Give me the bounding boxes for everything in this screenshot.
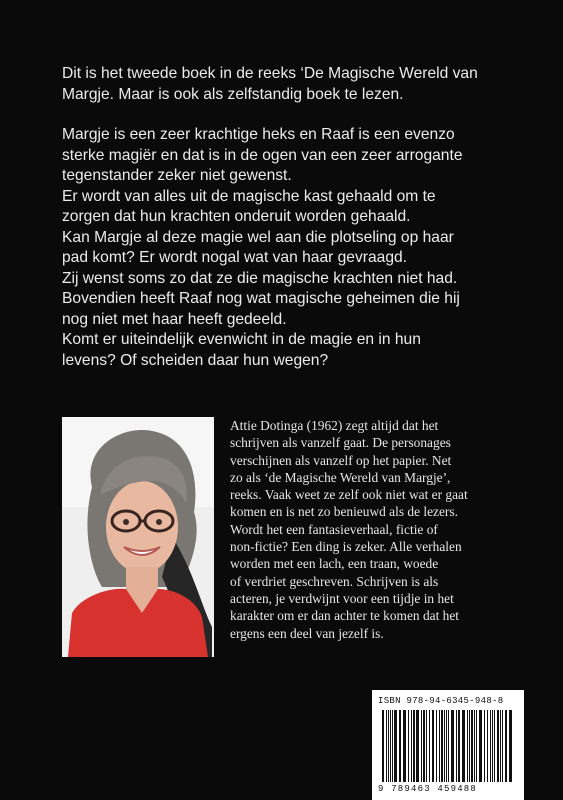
barcode-bar [411,710,412,782]
text-line: tegenstander zeker niet gewenst. [62,167,292,184]
barcode-bar [476,710,477,782]
barcode-bar [432,710,434,782]
blurb-paragraph-1 [62,64,522,105]
barcode-bar [399,710,401,782]
text-line: Zij wenst soms zo dat ze die magische krachten niet had. [62,269,458,287]
barcode-bar [416,710,419,782]
barcode-digits: 9 789463 459488 [378,784,478,794]
text-line: verschijnen als vanzelf op het papier. Net [230,452,452,468]
text-line: sterke magiër en dat is in de ogen van een zeer arrogante [62,146,463,164]
barcode-bar [458,710,460,782]
isbn-label: ISBN 978-94-6345-948-8 [378,696,504,706]
barcode-bar [390,710,391,782]
barcode-bar [502,710,503,782]
text-line: zorgen dat hun krachten onderuit worden gehaald. [62,208,411,225]
barcode-bar [448,710,449,782]
barcode-bar [408,710,409,782]
barcode-bar [479,710,482,782]
barcode-bar [492,710,493,782]
text-line: komen en is net zo benieuwd als de lezers. [230,504,458,520]
text-line: reeks. Vaak weet ze zelf ook niet wat er gaat [230,487,468,503]
author-photo [62,417,214,657]
text-line: non-fictie? Een ding is zeker. Alle verhalen [230,539,462,555]
author-portrait-illustration [62,417,214,657]
barcode-bar [382,710,384,782]
barcode-bar [497,710,499,782]
text-line: ergens een deel van jezelf is. [230,625,384,641]
barcode-bar [403,710,406,782]
barcode-bar [426,710,427,782]
text-line: Komt er uiteindelijk evenwicht in de magie en in hun [62,331,421,348]
barcode-bar [446,710,447,782]
barcode-bar [494,710,495,782]
barcode-bar [421,710,422,782]
text-line: Er wordt van alles uit de magische kast gehaald om te [62,187,436,205]
blurb-paragraph-2 [62,125,522,371]
text-line: worden met een lach, een traan, woede [230,556,439,572]
text-line: Margje is een zeer krachtige heks en Raaf is een evenzo [62,126,455,143]
barcode-bar [436,710,437,782]
barcode-bar [386,710,387,782]
text-line: Bovendien heeft Raaf nog wat magische geheimen die hij [62,290,460,307]
barcode-bar [439,710,440,782]
barcode-bar [392,710,393,782]
barcode-bar [394,710,397,782]
text-line: of verdriet geschreven. Schrijven is als [230,573,439,589]
barcode-bar [490,710,491,782]
barcode-bar [469,710,470,782]
barcode-bar [484,710,485,782]
text-line: acteren, je verdwijnt voor een tijdje in het [230,590,454,606]
barcode-bar [429,710,430,782]
text-line: karakter om er dan achter te komen dat het [230,608,460,624]
barcode-bar [467,710,468,782]
text-line: Margje. Maar is ook als zelfstandig boek te lezen. [62,85,404,103]
text-line: zo als ‘de Magische Wereld van Margje’, [230,469,451,485]
text-line: pad komt? Er wordt nogal wat van haar gevraagd. [62,249,407,266]
barcode-bar [441,710,443,782]
barcode-bar [462,710,465,782]
barcode-bars [380,710,516,782]
barcode-bar [509,710,512,782]
text-line: Kan Margje al deze magie wel aan die plotseling op haar [62,228,454,246]
barcode-bar [451,710,454,782]
barcode-bar [505,710,507,782]
blurb [62,64,522,391]
barcode-bar [456,710,457,782]
text-line: schrijven als vanzelf gaat. De personages [230,435,451,451]
text-line: Attie Dotinga (1962) zegt altijd dat het [230,418,439,433]
barcode-bar [444,710,445,782]
barcode-bar [487,710,488,782]
text-line: levens? Of scheiden daar hun wegen? [62,351,329,369]
barcode-bar [474,710,475,782]
text-line: nog niet met haar heeft gedeeld. [62,310,287,328]
barcode-bar [413,710,415,782]
author-bio [230,417,530,642]
barcode-bar [388,710,389,782]
barcode-bar [471,710,473,782]
text-line: Dit is het tweede boek in de reeks ‘De Magische Wereld van [62,65,478,82]
barcode-bar [500,710,501,782]
barcode-bar [423,710,425,782]
isbn-barcode [372,690,524,800]
text-line: Wordt het een fantasieverhaal, fictie of [230,521,438,537]
